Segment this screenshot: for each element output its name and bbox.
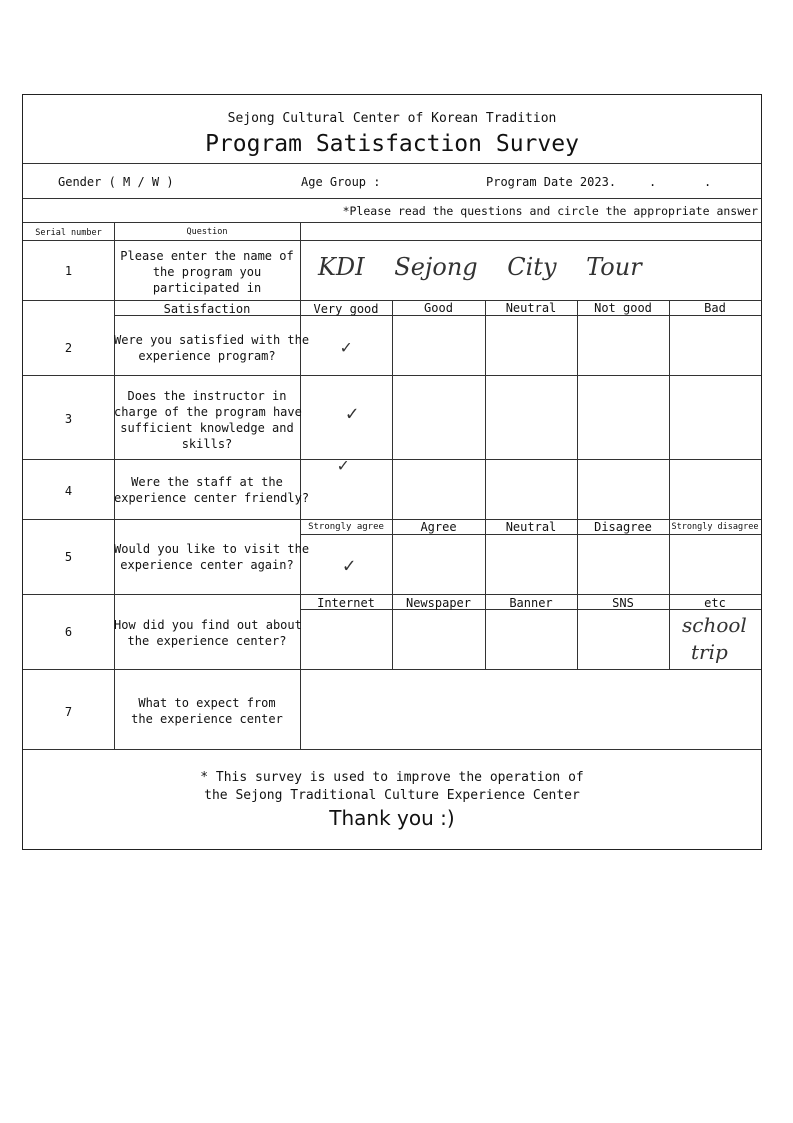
rule-instruction bbox=[23, 222, 761, 223]
form-title: Program Satisfaction Survey bbox=[205, 131, 579, 157]
q5-check-mark: ✓ bbox=[342, 553, 356, 577]
q4-number: 4 bbox=[64, 484, 73, 498]
q5-question-line2: experience center again? bbox=[120, 558, 294, 572]
option-neutral: Neutral bbox=[505, 301, 557, 315]
q6-question-line2: the experience center? bbox=[127, 634, 287, 648]
rule-opt-col-1 bbox=[392, 300, 393, 669]
option-good: Good bbox=[424, 301, 453, 315]
q6-option-sns: SNS bbox=[612, 596, 634, 610]
q1-question-line2: the program you bbox=[152, 265, 262, 279]
q5-option-strongly-agree: Strongly agree bbox=[308, 522, 384, 532]
q6-question-line1: How did you find out about bbox=[114, 618, 302, 632]
gender-field: Gender ( M / W ) bbox=[58, 175, 174, 189]
q1-question-line1: Please enter the name of bbox=[120, 249, 294, 263]
rule-opt-col-4 bbox=[669, 300, 670, 669]
q5-question-line1: Would you like to visit the bbox=[114, 542, 310, 556]
rule-q6 bbox=[23, 669, 761, 670]
age-group-field: Age Group : bbox=[301, 175, 381, 189]
thank-you-text: Thank you :) bbox=[329, 806, 455, 830]
q7-question-line2: the experience center bbox=[131, 712, 283, 726]
date-dot-day: . bbox=[704, 175, 712, 189]
rule-info bbox=[23, 198, 761, 199]
q7-number: 7 bbox=[64, 705, 73, 719]
q6-number: 6 bbox=[64, 625, 73, 639]
q5-number: 5 bbox=[64, 550, 73, 564]
question-header: Question bbox=[186, 227, 228, 237]
rule-title bbox=[23, 163, 761, 164]
date-dot-month: . bbox=[649, 175, 657, 189]
serial-number-header: Serial number bbox=[35, 228, 102, 238]
q7-question-line1: What to expect from bbox=[138, 696, 276, 710]
rule-col-header bbox=[23, 240, 761, 241]
q2-check-mark: ✓ bbox=[340, 337, 352, 358]
q6-option-internet: Internet bbox=[317, 596, 375, 610]
q2-question-line2: experience program? bbox=[138, 349, 276, 363]
q3-question-line4: skills? bbox=[181, 437, 233, 451]
q4-question-line1: Were the staff at the bbox=[131, 475, 283, 489]
q1-number: 1 bbox=[64, 264, 73, 278]
q1-handwritten-answer: KDI Sejong City Tour bbox=[318, 253, 642, 281]
q5-option-strongly-disagree: Strongly disagree bbox=[671, 522, 759, 532]
q5-option-disagree: Disagree bbox=[594, 520, 652, 534]
q5-option-agree: Agree bbox=[420, 520, 457, 534]
survey-form bbox=[22, 94, 762, 850]
q5-option-neutral: Neutral bbox=[505, 520, 557, 534]
footer-line1: * This survey is used to improve the operation of bbox=[200, 770, 584, 785]
q6-option-etc: etc bbox=[704, 596, 726, 610]
option-bad: Bad bbox=[704, 301, 726, 315]
q3-check-mark: ✓ bbox=[345, 401, 359, 425]
rule-opt-col-3 bbox=[577, 300, 578, 669]
rule-q7 bbox=[23, 749, 761, 750]
footer-line2: the Sejong Traditional Culture Experience Center bbox=[204, 788, 580, 803]
instruction-text: *Please read the questions and circle the appropriate answer bbox=[342, 204, 758, 218]
org-name: Sejong Cultural Center of Korean Tradition bbox=[227, 111, 557, 126]
program-date-field: Program Date 2023. bbox=[486, 175, 617, 189]
q6-option-newspaper: Newspaper bbox=[405, 596, 472, 610]
rule-opt-col-2 bbox=[485, 300, 486, 669]
q2-number: 2 bbox=[64, 341, 73, 355]
q1-question-line3: participated in bbox=[152, 281, 262, 295]
q3-question-line3: sufficient knowledge and bbox=[120, 421, 294, 435]
q6-etc-handwritten-line1: school bbox=[682, 613, 747, 637]
option-not-good: Not good bbox=[594, 301, 652, 315]
satisfaction-label: Satisfaction bbox=[163, 302, 251, 316]
rule-q5-header bbox=[300, 534, 761, 535]
q3-question-line2: charge of the program have bbox=[114, 405, 302, 419]
q6-option-banner: Banner bbox=[509, 596, 553, 610]
q2-question-line1: Were you satisfied with the bbox=[114, 333, 310, 347]
q4-check-mark: ✓ bbox=[337, 455, 349, 476]
q6-etc-handwritten-line2: trip bbox=[691, 640, 728, 664]
option-very-good: Very good bbox=[313, 302, 379, 316]
q3-question-line1: Does the instructor in bbox=[127, 389, 287, 403]
q4-question-line2: experience center friendly? bbox=[114, 491, 310, 505]
q3-number: 3 bbox=[64, 412, 73, 426]
